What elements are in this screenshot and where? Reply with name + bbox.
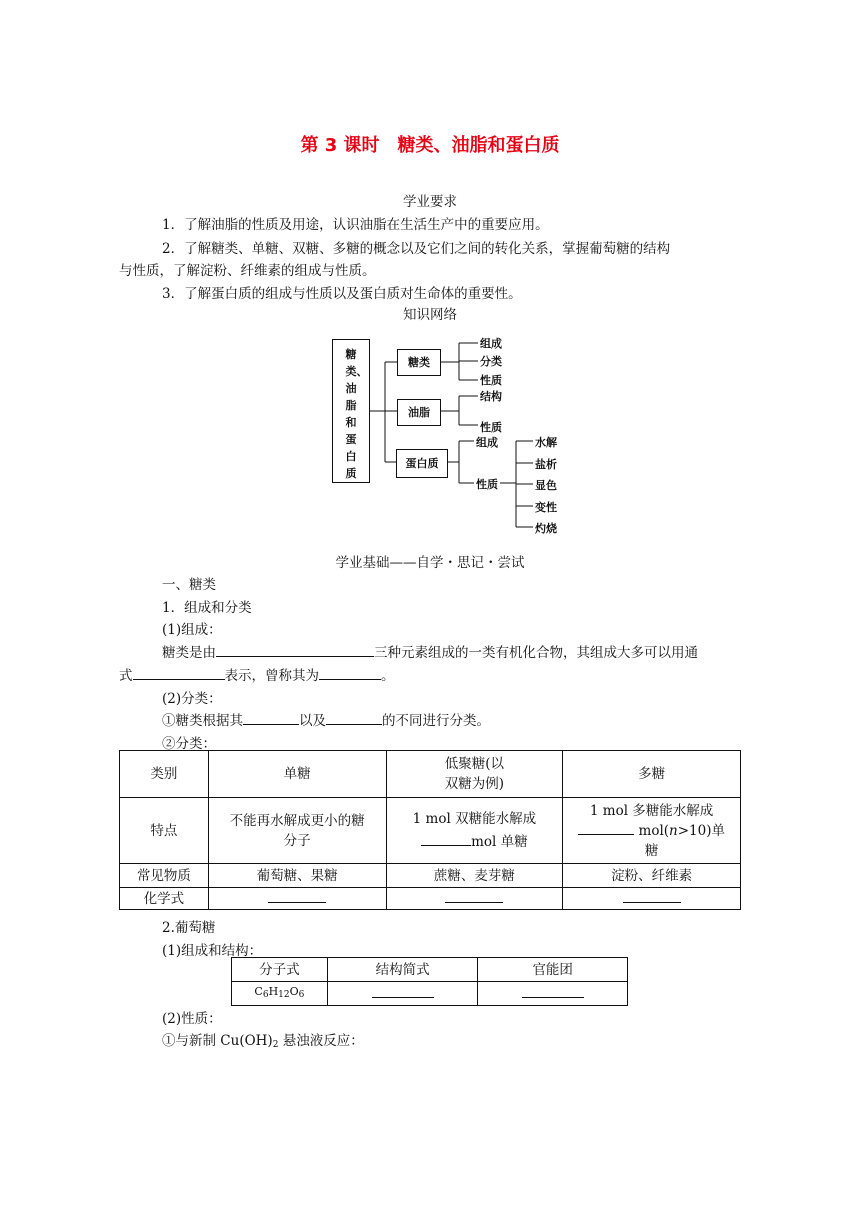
mono-feature-line1: 不能再水解成更小的糖 [229, 812, 365, 829]
poly-feature-n: n [669, 822, 678, 839]
table-row [120, 864, 741, 888]
molecular-formula-cell [232, 982, 328, 1006]
formula-c-sub: 6 [262, 990, 269, 1000]
branch-sugar: 糖类 [397, 349, 441, 376]
poly-feature-line1: 1 mol 多糖能水解成 [589, 802, 714, 819]
blank-structural-formula[interactable] [372, 985, 434, 998]
mono-feature-line2: 分子 [283, 832, 311, 849]
composition-sentence [162, 641, 698, 661]
section-sugar-heading: 一、糖类 [162, 577, 216, 593]
blank-class-basis-2[interactable] [326, 712, 382, 725]
branch-protein: 蛋白质 [396, 449, 448, 478]
composition-text-b: 三种元素组成的一类有机化合物，其组成大多可以用通 [374, 645, 698, 661]
structural-formula-cell [327, 982, 478, 1006]
composition-label: (1)组成： [162, 622, 222, 638]
protein-leaf-property: 性质 [476, 478, 498, 491]
di-feature [386, 798, 563, 864]
classification-label: (2)分类： [162, 691, 222, 707]
blank-poly-count[interactable] [578, 822, 634, 835]
classification-sentence [162, 709, 490, 729]
row-common-label: 常见物质 [120, 864, 209, 888]
formula-o: O [289, 985, 299, 998]
requirements-heading: 学业要求 [403, 194, 457, 210]
blank-old-name[interactable] [319, 667, 381, 680]
fat-leaf-structure: 结构 [480, 390, 502, 403]
requirement-item-2: 2．了解糖类、单糖、双糖、多糖的概念以及它们之间的转化关系，掌握葡萄糖的结构 [162, 241, 671, 257]
classification-2-label: ②分类： [162, 736, 216, 752]
header-category: 类别 [120, 751, 209, 798]
sugar-leaf-composition: 组成 [480, 337, 502, 350]
glucose-property-1 [162, 1029, 364, 1050]
formula-poly-cell [563, 888, 741, 910]
formula-h-sub: 12 [278, 990, 290, 1000]
row-formula-label: 化学式 [120, 888, 209, 910]
composition-text-e: 。 [381, 668, 395, 684]
composition-sentence-cont [119, 664, 395, 684]
sub-composition-classification: 1．组成和分类 [162, 600, 252, 616]
branch-fat: 油脂 [397, 399, 441, 426]
property-leaf-hydrolysis: 水解 [535, 436, 557, 449]
property-leaf-color: 显色 [535, 479, 557, 492]
di-feature-line1: 1 mol 双糖能水解成 [412, 811, 537, 827]
table-row [120, 751, 741, 798]
poly-feature [563, 798, 741, 864]
classification-text-a: ①糖类根据其 [162, 713, 243, 729]
table-row [232, 982, 628, 1006]
page-title: 第 3 课时 糖类、油脂和蛋白质 [300, 135, 560, 156]
basics-heading: 学业基础——自学・思记・尝试 [335, 555, 525, 571]
formula-mono-cell [208, 888, 386, 910]
glucose-structure-table [231, 957, 628, 1006]
sub-glucose-heading: 2.葡萄糖 [162, 920, 216, 936]
property-1-sub: 2 [272, 1040, 279, 1050]
requirement-item-3: 3．了解蛋白质的组成与性质以及蛋白质对生命体的重要性。 [162, 286, 522, 302]
header-oligo-line1: 低聚糖(以 [444, 756, 504, 772]
property-leaf-salting-out: 盐析 [535, 458, 557, 471]
property-1-text-b: 悬浊液反应： [278, 1033, 364, 1049]
sugar-leaf-classification: 分类 [480, 355, 502, 368]
requirement-item-2-cont: 与性质，了解淀粉、纤维素的组成与性质。 [119, 263, 376, 279]
network-root-box [332, 339, 370, 483]
header-polysaccharide: 多糖 [563, 751, 741, 798]
blank-formula-di[interactable] [445, 890, 503, 903]
blank-formula-poly[interactable] [623, 890, 681, 903]
requirement-item-1: 1．了解油脂的性质及用途，认识油脂在生活生产中的重要应用。 [162, 217, 549, 233]
common-mono: 葡萄糖、果糖 [208, 864, 386, 888]
glucose-property-label: (2)性质： [162, 1011, 222, 1027]
classification-text-c: 的不同进行分类。 [382, 713, 490, 729]
mono-feature [208, 798, 386, 864]
header-molecular-formula: 分子式 [232, 958, 328, 982]
blank-elements[interactable] [216, 644, 374, 657]
blank-formula-mono[interactable] [268, 890, 326, 903]
sugar-classification-table [119, 750, 741, 910]
header-oligo-line2: 双糖为例) [444, 776, 504, 792]
poly-feature-line2a: mol( [638, 822, 670, 839]
blank-class-basis-1[interactable] [243, 712, 299, 725]
header-functional-group: 官能团 [478, 958, 628, 982]
formula-di-cell [386, 888, 563, 910]
formula-h: H [268, 985, 279, 998]
property-leaf-denature: 变性 [535, 501, 557, 514]
header-structural-formula: 结构简式 [327, 958, 478, 982]
header-oligosaccharide [386, 751, 563, 798]
poly-feature-line2b: >10)单 [677, 822, 725, 839]
header-monosaccharide: 单糖 [208, 751, 386, 798]
network-heading: 知识网络 [403, 307, 457, 323]
common-di: 蔗糖、麦芽糖 [386, 864, 563, 888]
table-row [232, 958, 628, 982]
blank-general-formula[interactable] [133, 667, 225, 680]
formula-c: C [254, 985, 263, 998]
protein-leaf-composition: 组成 [476, 436, 498, 449]
di-feature-line2: mol 单糖 [471, 834, 528, 850]
table-row [120, 798, 741, 864]
row-feature-label: 特点 [120, 798, 209, 864]
classification-text-b: 以及 [299, 713, 326, 729]
functional-group-cell [478, 982, 628, 1006]
blank-di-count[interactable] [421, 833, 471, 846]
property-leaf-burning: 灼烧 [535, 522, 557, 535]
glucose-structure-label: (1)组成和结构： [162, 943, 263, 959]
table-row [120, 888, 741, 910]
composition-text-d: 表示，曾称其为 [224, 668, 319, 684]
sugar-leaf-property: 性质 [480, 374, 502, 387]
network-root-label: 糖类、油脂和蛋白质 [345, 348, 368, 480]
fat-leaf-property: 性质 [480, 421, 502, 434]
composition-text-a: 糖类是由 [162, 645, 216, 661]
blank-functional-group[interactable] [522, 985, 584, 998]
property-1-text-a: ①与新制 Cu(OH) [162, 1033, 273, 1049]
composition-text-c: 式 [119, 668, 133, 684]
poly-feature-line3: 糖 [644, 842, 659, 859]
common-poly: 淀粉、纤维素 [563, 864, 741, 888]
formula-o-sub: 6 [298, 990, 305, 1000]
